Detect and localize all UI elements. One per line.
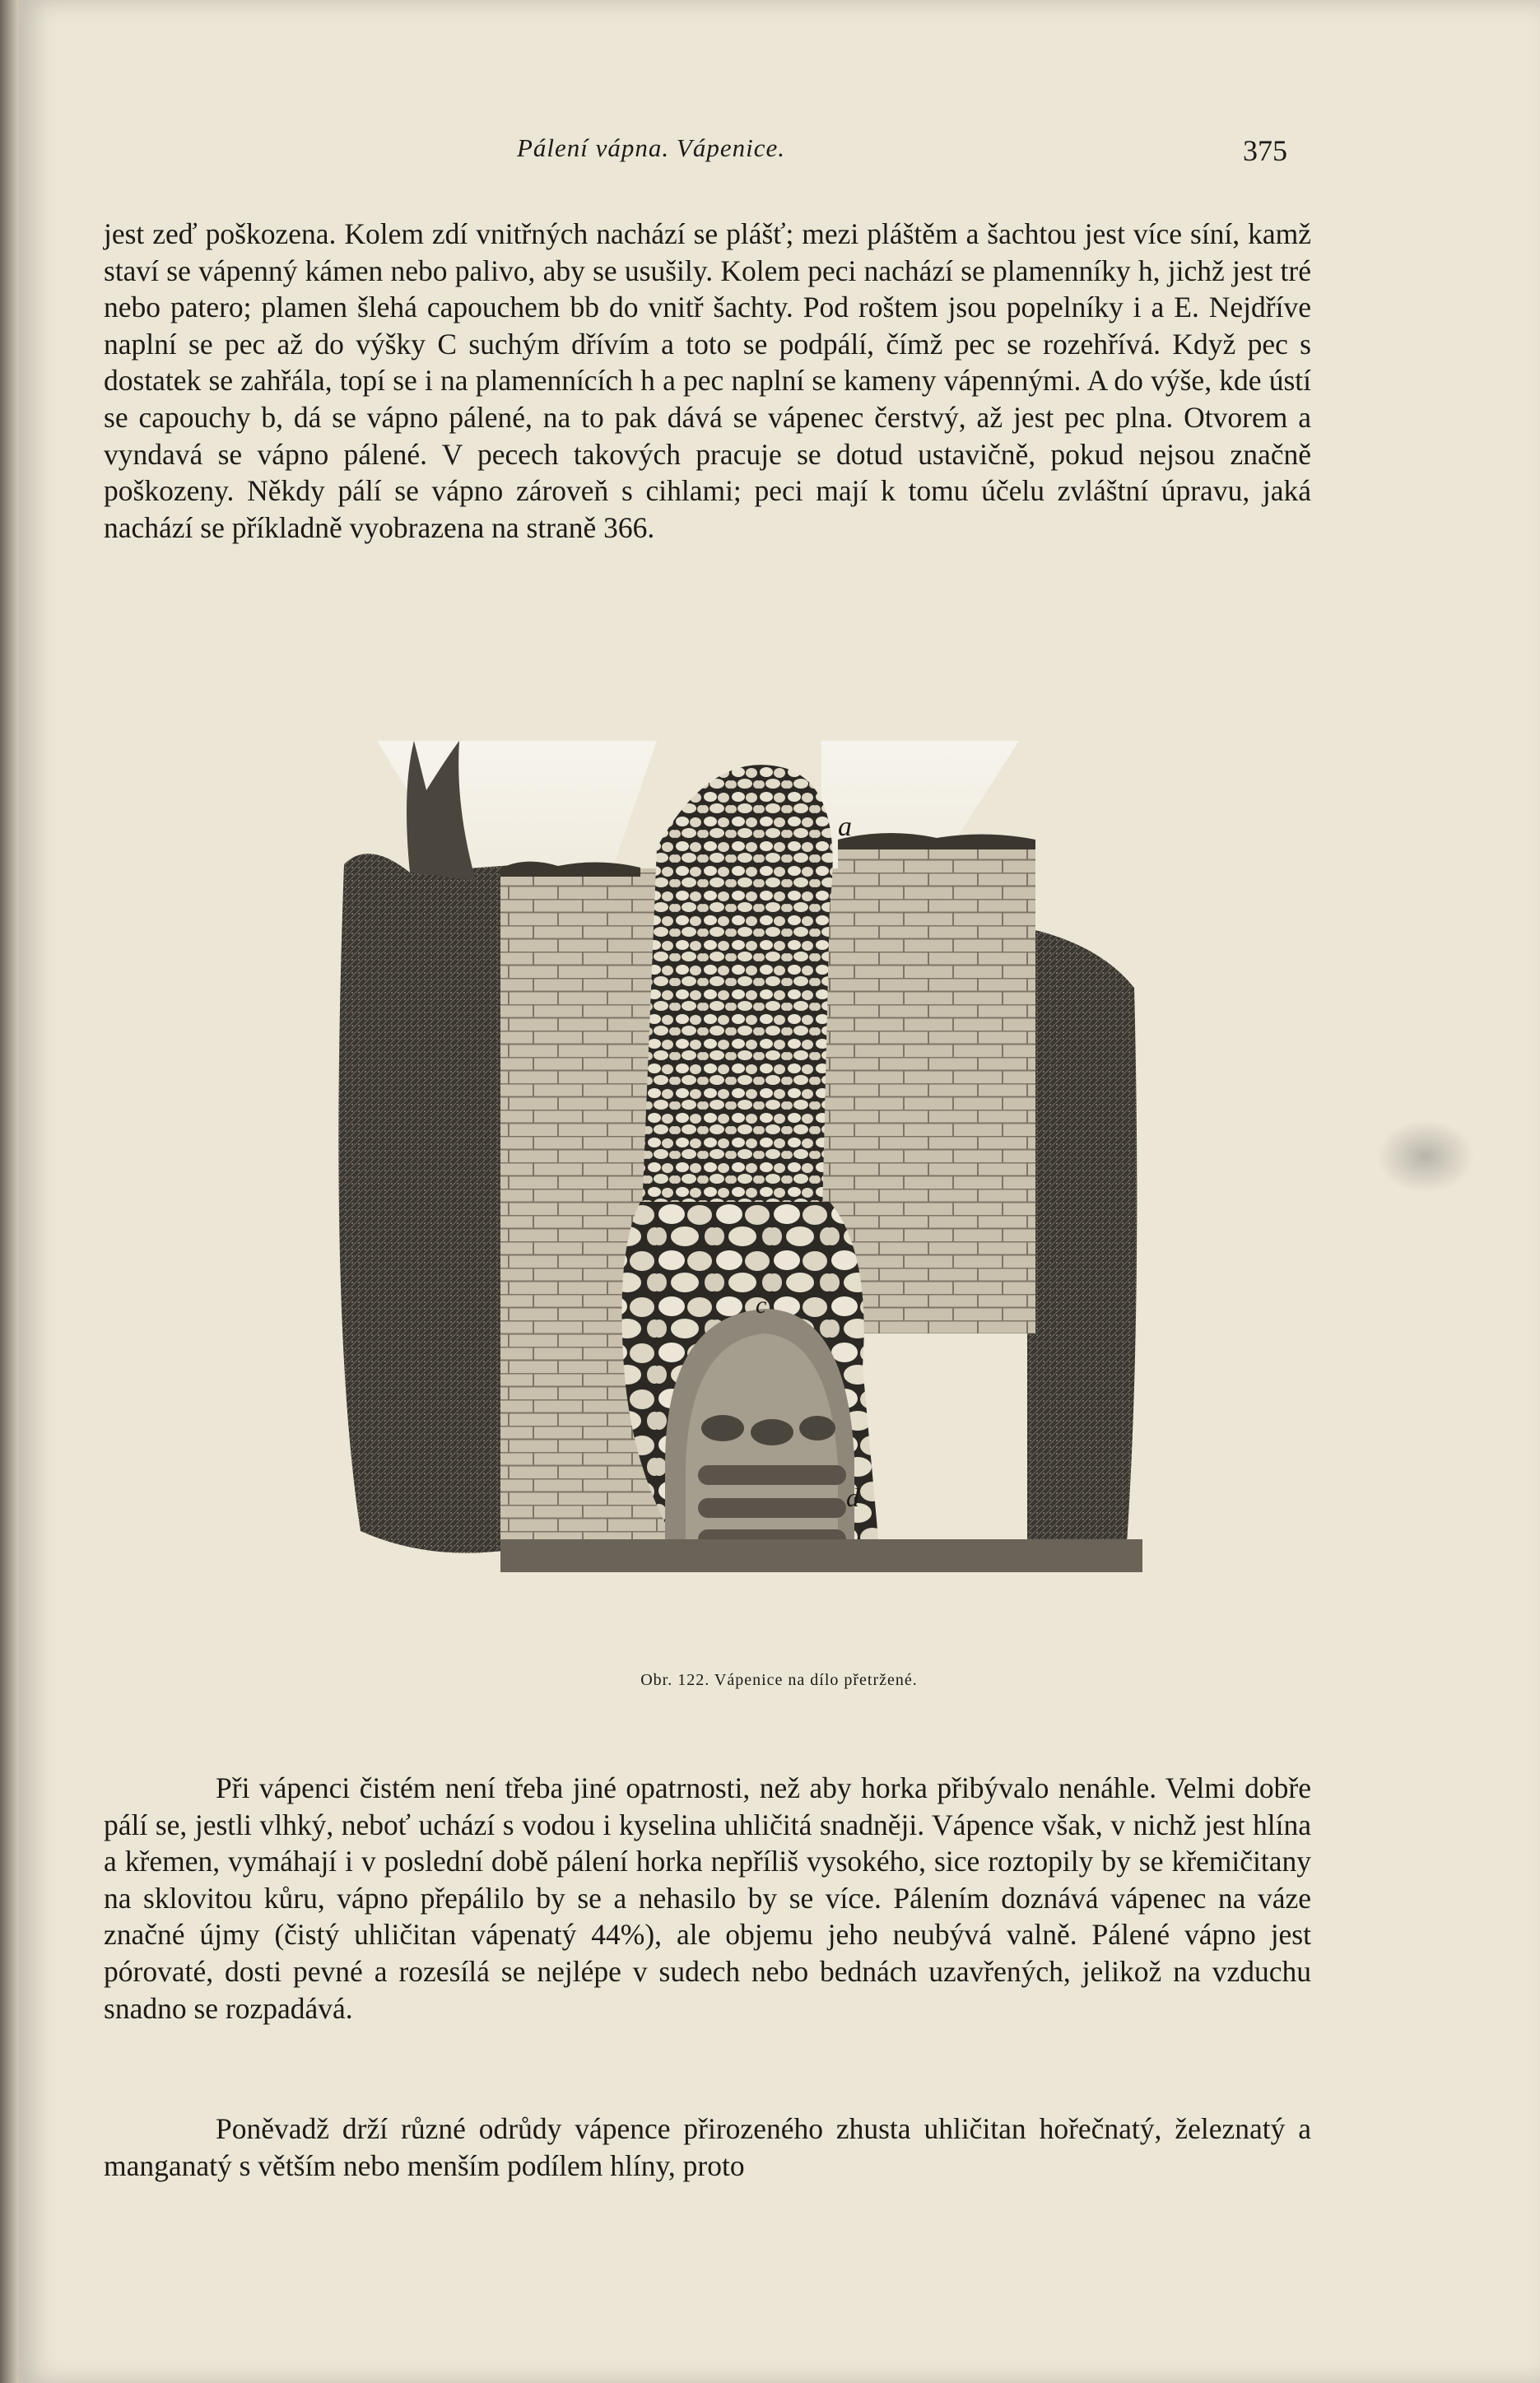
book-page: [18, 0, 1540, 2383]
paragraph-burning-care: [104, 1770, 1311, 2027]
earth-left: [338, 854, 525, 1553]
earth-right: [1027, 930, 1137, 1556]
figure-caption: Obr. 122. Vápenice na dílo přetržené.: [640, 1671, 918, 1689]
page-number: 375: [1243, 134, 1287, 167]
book-spine-shadow: [0, 0, 18, 2383]
page-smudge: [1376, 1119, 1475, 1194]
ground-floor: [500, 1539, 1142, 1572]
paragraph-text: jest zeď poškozena. Kolem zdí vnitřných nachází se plášť; mezi pláštěm a šachtou jest více síní, kamž staví se vápenný kámen nebo palivo, aby se usušily. Kolem peci nachází se plamenníky h, jichž jest tré nebo patero; plamen šlehá capouchem bb do vnitř šachty. Pod roštem jsou popelníky i a E. Nejdříve naplní se pec až do výšky C suchým dřívím a toto se podpálí, čímž pec se rozehřívá. Když pec s dostatek se zahřála, topí se i na plamennících h a pec naplní se kameny vápennými. A do výše, kde ústí se capouchy b, dá se vápno pálené, na to pak dává se vápenec čerstvý, až jest pec plna. Otvorem a vyndavá se vápno pálené. V pecech takových pracuje se dotud ustavičně, pokud nejsou značně poškozeny. Někdy pálí se vápno zároveň s cihlami; peci mají k tomu účelu zvláštní úpravu, jaká nachází se příkladně vyobrazena na straně 366.: [104, 217, 1311, 544]
brick-wall-right: [838, 840, 1035, 1333]
paragraph-kiln-description: [104, 216, 1311, 546]
paragraph-limestone-varieties: [104, 2111, 1311, 2184]
figure-lime-kiln: [311, 741, 1142, 1638]
lime-kiln-illustration: [311, 741, 1142, 1638]
running-head: Pálení vápna. Vápenice.: [517, 133, 786, 162]
page-header: [18, 133, 1540, 175]
label-c: c: [756, 1292, 767, 1319]
paragraph-text: Při vápenci čistém není třeba jiné opatrnosti, než aby horka přibývalo nenáhle. Velmi dobře pálí se, jestli vlhký, neboť uchází s vodou i kyselina uhličitá snadněji. Vápence však, v nichž jest hlína a křemen, vymáhají i v poslední době pálení horka nepříliš vysokého, sice roztopily by se křemičitany na sklovitou kůru, vápno přepálilo by se a nehasilo by se více. Pálením doznává vápenec na váze značné újmy (čistý uhličitan vápenatý 44%), ale objemu jeho neubývá valně. Pálené vápno jest pórovaté, dosti pevné a rozesílá se nejlépe v sudech nebo bednách uzavřených, jelikož na vzduchu snadno se rozpadává.: [104, 1771, 1311, 2025]
label-d: d: [846, 1482, 859, 1512]
paragraph-text: Poněvadž drží různé odrůdy vápence přirozeného zhusta uhličitan hořečnatý, železnatý a manganatý s větším nebo menším podílem hlíny, proto: [104, 2112, 1311, 2182]
kiln-shaft-small-stones: [640, 765, 833, 1251]
label-a: a: [838, 812, 852, 842]
